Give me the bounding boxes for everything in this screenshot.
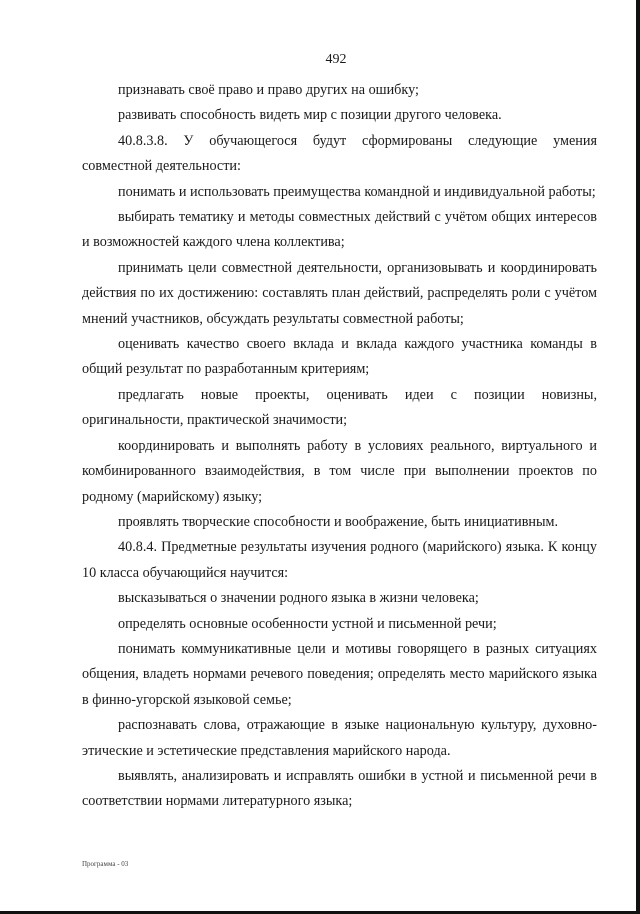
paragraph: принимать цели совместной деятельности, организовывать и координировать действия по их достижению: составлять план действий, распределять роли с учётом мнений участников, обсуждать результаты совместной работы; <box>82 259 597 327</box>
paragraph: 40.8.4. Предметные результаты изучения родного (марийского) языка. К концу 10 класса обучающийся научится: <box>82 539 597 581</box>
paragraph: выявлять, анализировать и исправлять ошибки в устной и письменной речи в соответствии нормами литературного языка; <box>82 767 597 810</box>
paragraph: оценивать качество своего вклада и вклада каждого участника команды в общий результат по разработанным критериям; <box>82 336 597 378</box>
document-body <box>82 78 597 815</box>
paragraph: проявлять творческие способности и воображение, быть инициативным. <box>118 513 559 530</box>
footer-program-label: Программа - 03 <box>82 860 129 868</box>
paragraph: понимать коммуникативные цели и мотивы говорящего в разных ситуациях общения, владеть нормами речевого поведения; определять место марийского языка в финно-угорской языковой семье; <box>82 640 597 708</box>
page-number: 492 <box>325 52 347 67</box>
paragraph: высказываться о значении родного языка в жизни человека; <box>118 590 479 607</box>
paragraph: предлагать новые проекты, оценивать идеи с позиции новизны, оригинальности, практической значимости; <box>82 386 597 429</box>
paragraph: определять основные особенности устной и письменной речи; <box>118 615 497 632</box>
paragraph: признавать своё право и право других на ошибку; <box>118 82 419 98</box>
paragraph: координировать и выполнять работу в условиях реального, виртуального и комбинированного взаимодействия, в том числе при выполнении проектов по родному (марийскому) языку; <box>82 437 597 505</box>
paragraph: развивать способность видеть мир с позиции другого человека. <box>118 107 502 124</box>
paragraph: понимать и использовать преимущества командной и индивидуальной работы; <box>118 183 596 200</box>
paragraph: 40.8.3.8. У обучающегося будут сформированы следующие умения совместной деятельности: <box>82 132 597 175</box>
scan-edge-right <box>636 0 640 914</box>
paragraph: распознавать слова, отражающие в языке национальную культуру, духовно-этические и эстетические представления марийского народа. <box>82 717 597 759</box>
paragraph: выбирать тематику и методы совместных действий с учётом общих интересов и возможностей каждого члена коллектива; <box>82 209 597 251</box>
